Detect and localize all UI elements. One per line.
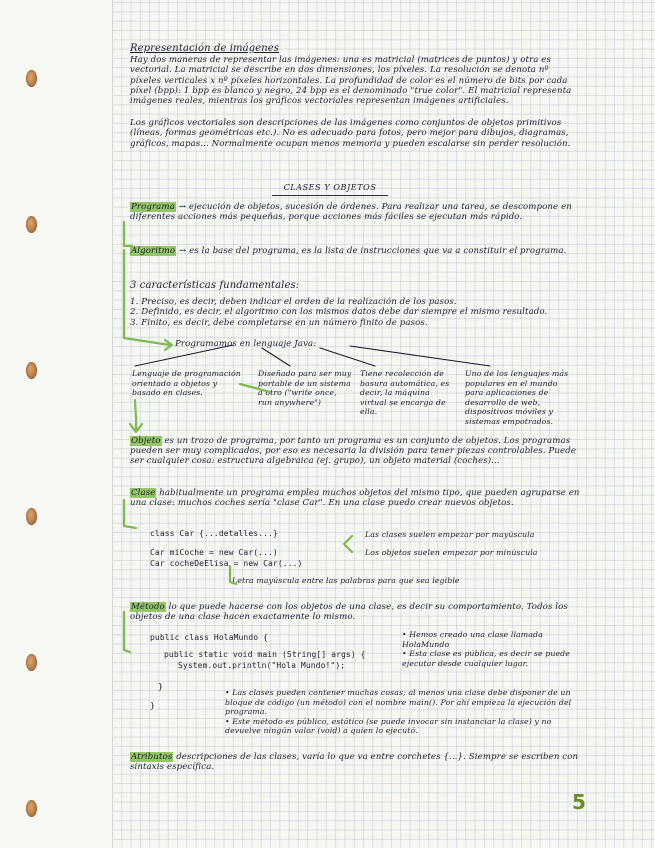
representacion-section <box>130 44 580 149</box>
metodo-section <box>130 602 585 622</box>
caracteristicas-section <box>130 281 580 328</box>
representacion-title: Representación de imágenes <box>130 43 280 54</box>
java-col-3: Tiene recolección de basura automática, es decir, la máquina virtual se encarga de ella. <box>360 369 450 417</box>
green-bracket-line <box>124 222 132 246</box>
objeto-section <box>130 436 585 467</box>
metodo-note: • Esta clase es pública, es decir se puede ejecutar desde cualquier lugar. <box>402 649 570 668</box>
representacion-paragraph-2: Los gráficos vectoriales son descripciones de las imágenes como conjuntos de objetos primitivos (líneas, formas geométricas etc.). No es adecuado para fotos, pero mejor para dibujos, diagramas, gráficos, mapas... Normalmente ocupan menos memoria y pueden escalarse sin perder resolución. <box>130 118 571 149</box>
java-col-4: Uno de los lenguajes más populares en el mundo para aplicaciones de desarrollo de web, dispositivos móviles y sistemas empotrados. <box>465 369 569 426</box>
java-branch-line <box>262 348 290 366</box>
programa-term: Programa <box>131 202 175 212</box>
java-col-2: Diseñado para ser muy portable de un sistema a otro ("write once, run anywhere") <box>258 369 352 407</box>
code-line: System.out.println("Hola Mundo!"); <box>178 661 346 670</box>
code-line: Car cocheDeElisa = new Car(...) <box>150 559 303 568</box>
atributos-term: Atributos <box>131 752 173 762</box>
atributos-text: descripciones de las clases, varía lo que va entre corchetes {...}. Siempre se escriben con sintaxis específica. <box>130 752 579 773</box>
code-line: public static void main (String[] args) { <box>164 650 366 659</box>
clase-text: habitualmente un programa emplea muchos objetos del mismo tipo, que pueden agruparse en una clase: muchos coches sería "clase Car". En una clase puedo crear nuevos objetos. <box>130 488 580 509</box>
binder-hole <box>26 654 37 671</box>
java-col-1: Lenguaje de programación orientado a objetos y basado en clases. <box>132 369 241 398</box>
java-title: Programamos en lenguaje Java: <box>175 339 317 349</box>
code-line: public class HolaMundo { <box>150 633 268 642</box>
algoritmo-section <box>130 246 580 256</box>
binder-hole <box>26 508 37 525</box>
algoritmo-text: → es la base del programa, es la lista de instrucciones que va a constituir el programa. <box>179 246 567 256</box>
caracteristica-item: 2. Definido, es decir, el algoritmo con los mismos datos debe dar siempre el mismo resultado. <box>130 307 548 318</box>
metodo-notes-bottom <box>225 688 585 736</box>
metodo-text: lo que puede hacerse con los objetos de una clase, es decir su comportamiento. Todos los objetos de una clase hacen exactamente lo mismo. <box>130 602 568 623</box>
arrow-head-icon <box>344 536 352 552</box>
clase-note-3: Letra mayúscula entre las palabras para que sea legible <box>232 576 460 585</box>
green-bracket-line <box>135 400 136 430</box>
binder-hole <box>26 216 37 233</box>
binder-hole <box>26 800 37 817</box>
metodo-term: Método <box>131 602 165 612</box>
java-branch-line <box>320 348 375 366</box>
representacion-paragraph-1: Hay dos maneras de representar las imágenes: una es matricial (matrices de puntos) y otra es vectorial. La matricial se describe en dos dimensiones, los píxeles. La resolución se denota nº píxeles verticales x nº píxeles horizontales. La profundidad de color es el número de bits por cada píxel (bpp): 1 bpp es blanco y negro, 24 bpp es el denominado "true color". El matricial representa imágenes reales, mientras los gráficos vectoriales representan imágenes artificiales. <box>130 55 572 107</box>
arrow-head-icon <box>165 340 172 350</box>
objeto-term: Objeto <box>131 436 161 446</box>
clase-note-1: Las clases suelen empezar por mayúscula <box>365 530 535 539</box>
binder-hole <box>26 70 37 87</box>
code-line: } <box>158 682 163 691</box>
page-number: 5 <box>572 790 586 814</box>
clase-note-2: Los objetos suelen empezar por minúscula <box>365 548 538 557</box>
metodo-notes-right <box>402 630 582 668</box>
code-line: class Car {...detalles...} <box>150 529 278 538</box>
programa-text: → ejecución de objetos, sucesión de órdenes. Para realizar una tarea, se descompone en diferentes acciones más pequeñas, porque acciones más fáciles se ejecutan más rápido. <box>130 202 572 223</box>
clase-code <box>150 528 340 569</box>
objeto-text: es un trozo de programa, por tanto un programa es un conjunto de objetos. Los programas pueden ser muy complicados, por eso es necesaria la división para tener piezas controlables. Puede ser cualquier cosa: estructura algebraica (ej. grupo), un objeto material (coches)... <box>130 436 577 467</box>
code-line: Car miCoche = new Car(...) <box>150 548 278 557</box>
binder-hole <box>26 362 37 379</box>
atributos-section <box>130 752 585 772</box>
caracteristicas-title: 3 características fundamentales: <box>130 280 300 291</box>
code-line: } <box>150 701 155 710</box>
caracteristica-item: 3. Finito, es decir, debe completarse en un número finito de pasos. <box>130 317 428 328</box>
metodo-note: • Este método es público, estático (se puede invocar sin instanciar la clase) y no devuelve ningún valor (void) a quien lo ejecutó. <box>225 716 552 736</box>
clase-term: Clase <box>131 488 156 498</box>
caracteristica-item: 1. Preciso, es decir, deben indicar el orden de la realización de los pasos. <box>130 297 457 308</box>
metodo-note: • Las clases pueden contener muchas cosas; al menos una clase debe disponer de un bloque de código (un método) con el nombre main(). Por ahí empieza la ejecución del programa. <box>225 688 572 717</box>
arrow-head-icon <box>130 424 142 432</box>
clase-section <box>130 488 585 508</box>
clases-objetos-title: CLASES Y OBJETOS <box>272 183 388 196</box>
algoritmo-term: Algoritmo <box>131 246 176 256</box>
page-margin <box>0 0 113 848</box>
programa-section <box>130 202 580 222</box>
metodo-note: • Hemos creado una clase llamada HolaMundo <box>402 630 543 649</box>
